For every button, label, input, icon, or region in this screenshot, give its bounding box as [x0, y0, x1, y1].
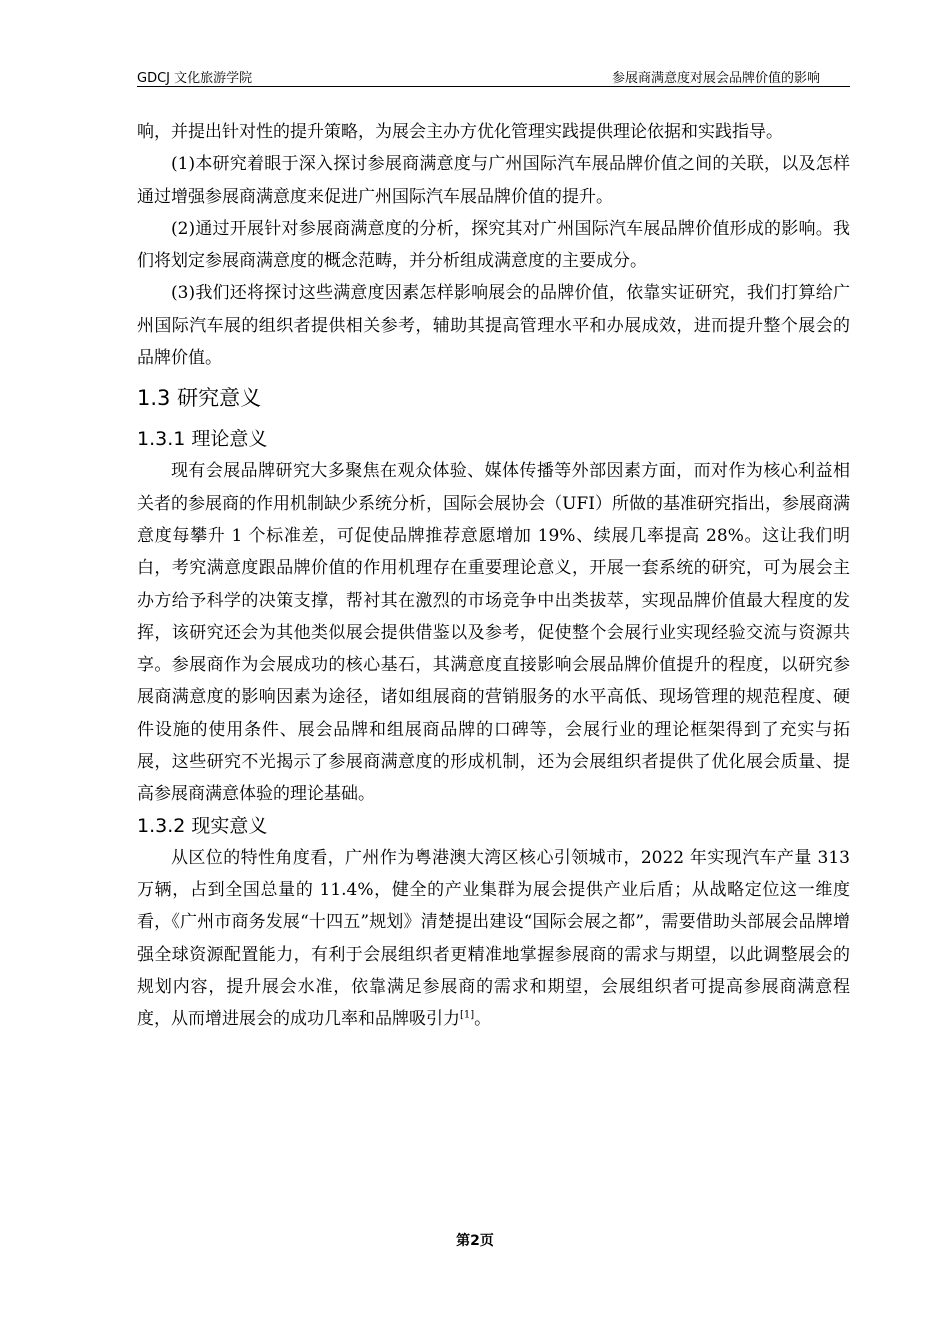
- page-number: 第2页: [456, 1233, 494, 1249]
- section-heading-1-3-1: 1.3.1 理论意义: [137, 428, 268, 451]
- practical-body-end: 。: [474, 1009, 492, 1030]
- practical-body-text: 从区位的特性角度看，广州作为粤港澳大湾区核心引领城市，2022 年实现汽车产量 313 万辆，占到全国总量的 11.4%，健全的产业集群为展会提供产业后盾；从战略定位这一维度看，《广州市商务发展“十四五”规划》清楚提出建设“国际会展之都”，需要借助头部展会品牌增强全球资源配置能力，有利于会展组织者更精准地掌握参展商的需求与期望，以此调整展会的规划内容，提升展会水准，依靠满足参展商的需求和期望，会展组织者可提高参展商满意程度，从而增进展会的成功几率和品牌吸引力: [137, 847, 850, 1030]
- page-content: [137, 116, 850, 1035]
- page-header: [137, 64, 850, 87]
- paragraph-theoretical-significance: 现有会展品牌研究大多聚焦在观众体验、媒体传播等外部因素方面，而对作为核心利益相关者的参展商的作用机制缺少系统分析，国际会展协会（UFI）所做的基准研究指出，参展商满意度每攀升 1 个标准差，可促使品牌推荐意愿增加 19%、续展几率提高 28%。这让我们明白，考究满意度跟品牌价值的作用机理存在重要理论意义，开展一套系统的研究，可为展会主办方给予科学的决策支撑，帮衬其在激烈的市场竞争中出类拔萃，实现品牌价值最大程度的发挥，该研究还会为其他类似展会提供借鉴以及参考，促使整个会展行业实现经验交流与资源共享。参展商作为会展成功的核心基石，其满意度直接影响会展品牌价值提升的程度，以研究参展商满意度的影响因素为途径，诸如组展商的营销服务的水平高低、现场管理的规范程度、硬件设施的使用条件、展会品牌和组展商品牌的口碑等，会展行业的理论框架得到了充实与拓展，这些研究不光揭示了参展商满意度的形成机制，还为会展组织者提供了优化展会质量、提高参展商满意体验的理论基础。: [137, 461, 850, 805]
- paragraph-practical-significance: [137, 842, 850, 1036]
- paragraph-continued: 响，并提出针对性的提升策略，为展会主办方优化管理实践提供理论依据和实践指导。: [137, 122, 783, 142]
- header-institution: GDCJ 文化旅游学院: [137, 71, 253, 86]
- section-heading-1-3: 1.3 研究意义: [137, 386, 262, 411]
- section-heading-1-3-2: 1.3.2 现实意义: [137, 814, 268, 837]
- paragraph-point-2: (2)通过开展针对参展商满意度的分析，探究其对广州国际汽车展品牌价值形成的影响。我们将划定参展商满意度的概念范畴，并分析组成满意度的主要成分。: [137, 218, 850, 272]
- citation-ref[interactable]: [1]: [460, 1009, 475, 1021]
- paragraph-point-3: (3)我们还将探讨这些满意度因素怎样影响展会的品牌价值，依靠实证研究，我们打算给广州国际汽车展的组织者提供相关参考，辅助其提高管理水平和办展成效，进而提升整个展会的品牌价值。: [137, 283, 850, 369]
- header-title: 参展商满意度对展会品牌价值的影响: [611, 71, 820, 86]
- paragraph-point-1: (1)本研究着眼于深入探讨参展商满意度与广州国际汽车展品牌价值之间的关联，以及怎样通过增强参展商满意度来促进广州国际汽车展品牌价值的提升。: [137, 154, 850, 207]
